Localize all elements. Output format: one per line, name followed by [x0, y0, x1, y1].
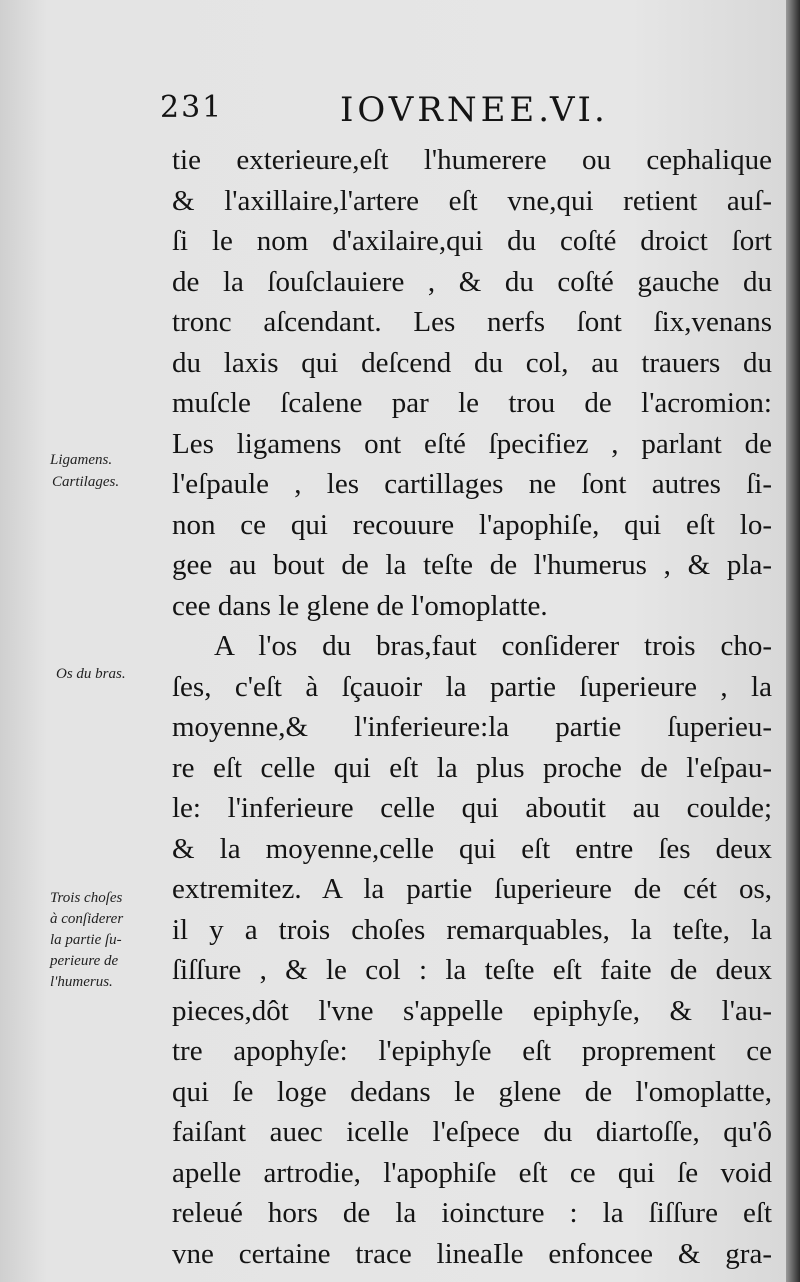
text-line: & la moyenne,celle qui eſt entre ſes deux: [172, 832, 772, 865]
text-line: cee dans le glene de l'omoplatte.: [172, 589, 548, 622]
text-line: vne certaine trace lineaIle enfoncee & gra-: [172, 1237, 772, 1270]
margin-note-os-du-bras: Os du bras.: [56, 666, 126, 682]
text-line: non ce qui recouure l'apophiſe, qui eſt lo-: [172, 508, 772, 541]
text-line: A l'os du bras,faut conſiderer trois cho-: [214, 630, 772, 662]
running-header: [160, 90, 760, 140]
margin-note-line: perieure de: [50, 953, 119, 969]
margin-note-line: à conſiderer: [50, 911, 124, 927]
main-text: [172, 140, 772, 1274]
text-line: le: l'inferieure celle qui aboutit au coulde;: [172, 792, 772, 824]
text-line: releué hors de la ioincture : la ſiſſure eſt: [172, 1197, 772, 1229]
text-line: re eſt celle qui eſt la plus proche de l'eſpau-: [172, 751, 772, 784]
text-line: tie exterieure,eſt l'humerere ou cephalique: [172, 144, 772, 176]
text-line: gee au bout de la teſte de l'humerus , & pla-: [172, 549, 772, 581]
text-line: ſiſſure , & le col : la teſte eſt faite de deux: [172, 954, 772, 986]
text-line: apelle artrodie, l'apophiſe eſt ce qui ſe void: [172, 1156, 772, 1189]
margin-note-cartilages: Cartilages.: [52, 474, 120, 490]
text-line: tre apophyſe: l'epiphyſe eſt proprement ce: [172, 1035, 772, 1067]
page-edge-shadow: [786, 0, 800, 1282]
text-line: & l'axillaire,l'artere eſt vne,qui retient auſ-: [172, 184, 772, 217]
text-line: muſcle ſcalene par le trou de l'acromion:: [172, 387, 772, 419]
margin-note-ligaments: Ligamens.: [50, 452, 113, 468]
chapter-number: VI.: [550, 90, 608, 130]
margin-note-line: la partie ſu-: [50, 932, 122, 948]
text-line: de la ſouſclauiere , & du coſté gauche du: [172, 265, 772, 298]
text-line: pieces,dôt l'vne s'appelle epiphyſe, & l'au-: [172, 994, 772, 1027]
margin-note-trois-choses: [50, 888, 123, 993]
text-line: ſi le nom d'axilaire,qui du coſté droict ſort: [172, 225, 772, 257]
text-line: tronc aſcendant. Les nerfs ſont ſix,venans: [172, 306, 772, 338]
page-number: 231: [160, 90, 224, 125]
text-line: qui ſe loge dedans le glene de l'omoplatte,: [172, 1075, 772, 1108]
text-line: faiſant auec icelle l'eſpece du diartoſſe, qu'ô: [172, 1116, 772, 1148]
text-line: l'eſpaule , les cartillages ne ſont autres ſi-: [172, 468, 772, 500]
margin-note-line: Trois choſes: [50, 890, 123, 906]
text-line: extremitez. A la partie ſuperieure de cét os,: [172, 873, 772, 905]
text-line: il y a trois choſes remarquables, la teſte, la: [172, 913, 772, 946]
text-line: du laxis qui deſcend du col, au trauers du: [172, 346, 772, 379]
running-title: IOVRNEE.: [340, 90, 554, 130]
text-line: moyenne,& l'inferieure:la partie ſuperieu-: [172, 711, 772, 743]
margin-note-line: l'humerus.: [50, 974, 113, 990]
text-line: ſes, c'eſt à ſçauoir la partie ſuperieure , la: [172, 670, 772, 703]
text-line: Les ligamens ont eſté ſpecifiez , parlant de: [172, 427, 772, 460]
